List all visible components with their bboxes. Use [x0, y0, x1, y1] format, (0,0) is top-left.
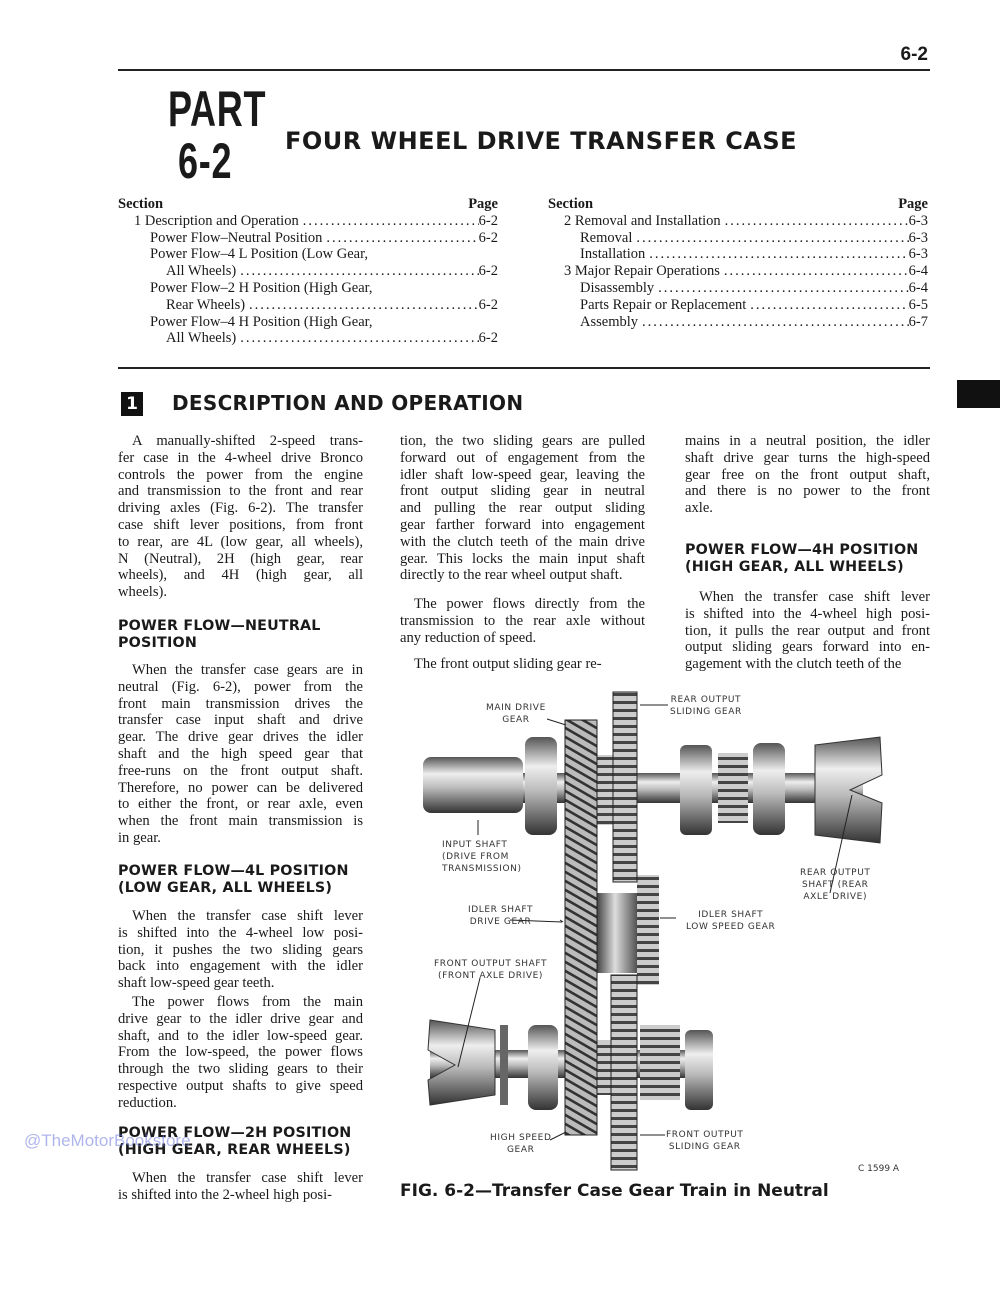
label-idler-shaft-drive-gear: IDLER SHAFT DRIVE GEAR — [468, 905, 534, 927]
toc-leader-dots — [240, 263, 478, 280]
toc-leader-dots — [725, 213, 909, 230]
toc-entry-label: 3 Major Repair Operations — [564, 263, 720, 280]
paragraph — [118, 662, 363, 847]
text-line: gear. This locks the main input shaft — [400, 550, 645, 567]
text-line: reduction. — [118, 1094, 177, 1111]
toc-entry — [118, 230, 498, 247]
idler-shaft — [597, 893, 642, 973]
text-line: wheels). — [118, 584, 168, 601]
text-line: gagement with the clutch teeth of the — [685, 656, 902, 673]
text-line: respective output shafts to give speed — [118, 1077, 363, 1094]
toc-entry-label: Assembly — [580, 313, 638, 330]
text-line: tion, it pushes the two sliding gears — [118, 941, 363, 958]
page-title: FOUR WHEEL DRIVE TRANSFER CASE — [285, 127, 798, 155]
toc-entry-page: 6-7 — [908, 313, 928, 330]
text-line: case shift lever positions, from front — [118, 516, 363, 533]
toc-entry-page: 6-5 — [908, 296, 928, 313]
label-idler-shaft-low-speed-gear: IDLER SHAFT LOW SPEED GEAR — [686, 910, 776, 932]
text-line: When the transfer case gears are in — [132, 662, 363, 678]
part-word: PART — [168, 81, 267, 137]
paragraph — [685, 589, 930, 673]
toc-entry — [118, 297, 498, 314]
toc-entry-label: Disassembly — [580, 279, 655, 296]
toc-leader-dots — [724, 263, 909, 280]
heading-line: (HIGH GEAR, REAR WHEELS) — [118, 1142, 351, 1158]
toc-leader-dots — [649, 246, 908, 263]
text-line: The power flows from the main — [132, 994, 363, 1010]
figure-caption: FIG. 6-2—Transfer Case Gear Train in Neutral — [400, 1181, 829, 1201]
toc-right — [548, 196, 928, 330]
toc-entry-page: 6-2 — [478, 330, 498, 347]
toc-entry-page: 6-2 — [478, 296, 498, 313]
toc-entry-page: 6-2 — [478, 263, 498, 280]
text-line: From the low-speed, the power flows — [118, 1044, 363, 1061]
toc-entry-page: 6-3 — [908, 229, 928, 246]
text-line: forward out of engagement from the — [400, 449, 645, 466]
heading-line: POWER FLOW—2H POSITION — [118, 1125, 352, 1141]
helical-gears — [565, 720, 597, 1135]
label-rear-output-shaft: REAR OUTPUT SHAFT (REAR AXLE DRIVE) — [800, 868, 871, 902]
text-line: idler shaft low-speed gear, leaving the — [400, 466, 645, 483]
text-line: when the front main transmission is — [118, 813, 363, 830]
gear-train-illustration — [400, 685, 940, 1180]
text-line: shaft low-speed gear teeth. — [118, 975, 275, 992]
toc-entry — [118, 280, 498, 297]
toc-entry-page: 6-3 — [908, 246, 928, 263]
toc-entry — [118, 246, 498, 263]
text-line: neutral (Fig. 6-2), power from the — [118, 678, 363, 695]
label-front-output-shaft: FRONT OUTPUT SHAFT (FRONT AXLE DRIVE) — [434, 959, 548, 981]
toc-page-header: Page — [898, 196, 928, 212]
idler-low-speed-gear — [637, 875, 659, 985]
text-line: A manually-shifted 2-speed trans- — [132, 433, 363, 449]
heading-line: POSITION — [118, 635, 198, 651]
text-line: shaft, and to the idler low-speed gear. — [118, 1027, 363, 1044]
toc-left — [118, 196, 498, 347]
text-line: back into engagement with the idler — [118, 958, 363, 975]
toc-entry — [548, 213, 928, 230]
toc-leader-dots — [303, 213, 479, 230]
toc-entry-page: 6-2 — [478, 212, 498, 229]
paragraph — [400, 433, 645, 584]
heading-line: (LOW GEAR, ALL WHEELS) — [118, 880, 333, 896]
top-rule — [118, 69, 930, 71]
toc-entry-label: Installation — [580, 246, 646, 263]
paragraph — [400, 596, 645, 646]
page-number: 6-2 — [900, 44, 928, 65]
toc-entry — [118, 314, 498, 331]
text-line: and there is no power to the front — [685, 483, 930, 500]
text-line: to rear, are 4L (low gear, all wheels), — [118, 533, 363, 550]
subheading-4h — [685, 542, 945, 576]
text-line: The power flows directly from the — [414, 596, 645, 612]
text-line: The front output sliding gear re- — [414, 656, 602, 672]
heading-line: POWER FLOW—4H POSITION — [685, 542, 919, 558]
text-line: When the transfer case shift lever — [699, 589, 930, 605]
section-heading: DESCRIPTION AND OPERATION — [172, 391, 524, 415]
toc-entry — [118, 263, 498, 280]
paragraph — [118, 433, 363, 601]
toc-leader-dots — [750, 297, 908, 314]
toc-section-header: Section — [548, 196, 594, 212]
heading-line: POWER FLOW—NEUTRAL — [118, 618, 321, 634]
toc-entry — [548, 246, 928, 263]
paragraph — [685, 433, 930, 517]
toc-leader-dots — [642, 314, 909, 331]
part-number: 6-2 — [178, 133, 233, 189]
toc-leader-dots — [636, 230, 908, 247]
paragraph — [118, 994, 363, 1112]
text-line: drive gear to the idler drive gear and — [118, 1010, 363, 1027]
toc-entry-page: 6-3 — [908, 212, 928, 229]
threaded-section — [718, 753, 748, 823]
subheading-neutral — [118, 618, 378, 652]
text-line: When the transfer case shift lever — [132, 908, 363, 924]
toc-page-header: Page — [468, 196, 498, 212]
toc-entry-page: 6-4 — [908, 263, 928, 280]
toc-entry-label: 1 Description and Operation — [134, 212, 299, 229]
label-input-shaft: INPUT SHAFT (DRIVE FROM TRANSMISSION) — [442, 840, 522, 874]
front-output-sliding-gear — [611, 975, 637, 1170]
bearing — [528, 1025, 558, 1110]
paragraph — [400, 656, 645, 673]
text-line: transmission to the rear axle without — [400, 612, 645, 629]
bearing — [685, 1030, 713, 1110]
toc-entry-label: Removal — [580, 229, 633, 246]
toc-leader-dots — [326, 230, 478, 247]
toc-entry-label: Parts Repair or Replacement — [580, 296, 747, 313]
text-line: through the two sliding gears to their — [118, 1061, 363, 1078]
toc-leader-dots — [249, 297, 479, 314]
rear-output-sliding-gear — [613, 692, 637, 882]
text-line: with the clutch teeth of the main drive — [400, 533, 645, 550]
text-line: free-runs on the front output shaft. — [118, 762, 363, 779]
toc-entry — [548, 297, 928, 314]
toc-entry-label: Power Flow–4 L Position (Low Gear, — [150, 246, 368, 263]
text-line: gear farther forward into engagement — [400, 516, 645, 533]
text-line: is shifted into the 4-wheel low posi- — [118, 924, 363, 941]
section-number-box: 1 — [121, 392, 143, 416]
text-line: gear free on the front output shaft, — [685, 466, 930, 483]
text-line: in gear. — [118, 829, 161, 846]
text-line: N (Neutral), 2H (high gear, rear — [118, 550, 363, 567]
text-line: tion, the two sliding gears are pulled — [400, 433, 645, 449]
text-line: tion, it pulls the rear output and front — [685, 622, 930, 639]
heading-line: (HIGH GEAR, ALL WHEELS) — [685, 559, 904, 575]
text-line: wheels), and 4H (high gear, all — [118, 567, 363, 584]
toc-entry — [548, 263, 928, 280]
text-line: shaft drive gear turns the high-speed — [685, 449, 930, 466]
text-line: to either the front, or rear axle, even — [118, 796, 363, 813]
toc-entry — [118, 330, 498, 347]
toc-entry-label: All Wheels) — [166, 330, 237, 347]
label-front-output-sliding-gear: FRONT OUTPUT SLIDING GEAR — [666, 1130, 744, 1152]
toc-entry-label: Rear Wheels) — [166, 296, 246, 313]
toc-entry-page: 6-4 — [908, 279, 928, 296]
section-thumb-tab — [957, 380, 1000, 408]
toc-entry-label: 2 Removal and Installation — [564, 212, 721, 229]
paragraph — [118, 1170, 363, 1204]
toc-rule — [118, 367, 930, 369]
text-line: driving axles (Fig. 6-2). The transfer — [118, 500, 363, 517]
text-line: is shifted into the 4-wheel high posi- — [685, 605, 930, 622]
text-line: gear. The drive gear drives the idler — [118, 729, 363, 746]
text-line: shaft and the high speed gear that — [118, 745, 363, 762]
toc-entry — [118, 213, 498, 230]
figure-code: C 1599 A — [858, 1164, 900, 1174]
text-line: controls the power from the engine — [118, 466, 363, 483]
text-line: fer case in the 4-wheel drive Bronco — [118, 449, 363, 466]
text-line: directly to the rear wheel output shaft. — [400, 567, 623, 584]
toc-entry-page: 6-2 — [478, 229, 498, 246]
toc-entry — [548, 314, 928, 331]
paragraph — [118, 908, 363, 992]
text-line: Therefore, no power can be delivered — [118, 779, 363, 796]
watermark: @TheMotorBookstore — [24, 1131, 191, 1150]
bearing — [525, 737, 557, 835]
rear-yoke — [815, 737, 882, 843]
toc-entry-label: Power Flow–4 H Position (High Gear, — [150, 313, 373, 330]
toc-leader-dots — [658, 280, 909, 297]
toc-entry-label: All Wheels) — [166, 263, 237, 280]
heading-line: POWER FLOW—4L POSITION — [118, 863, 349, 879]
text-line: is shifted into the 2-wheel high posi- — [118, 1186, 333, 1203]
label-high-speed-gear: HIGH SPEED GEAR — [490, 1133, 552, 1155]
toc-entry-label: Power Flow–2 H Position (High Gear, — [150, 279, 373, 296]
text-line: axle. — [685, 500, 713, 517]
text-line: output sliding gears forward into en- — [685, 639, 930, 656]
text-line: front main transmission drives the — [118, 695, 363, 712]
input-shaft — [423, 757, 523, 813]
text-line: When the transfer case shift lever — [132, 1170, 363, 1186]
toc-entry — [548, 230, 928, 247]
text-line: and transmission to the front and rear — [118, 483, 363, 500]
text-line: any reduction of speed. — [400, 629, 537, 646]
subheading-4l — [118, 863, 378, 897]
text-line: mains in a neutral position, the idler — [685, 433, 930, 449]
toc-entry — [548, 280, 928, 297]
text-line: front output sliding gear in neutral — [400, 483, 645, 500]
toc-entry-label: Power Flow–Neutral Position — [150, 229, 323, 246]
label-rear-output-sliding-gear: REAR OUTPUT SLIDING GEAR — [670, 695, 742, 717]
text-line: and pulling the rear output sliding — [400, 500, 645, 517]
bearing — [753, 743, 785, 835]
label-main-drive-gear: MAIN DRIVE GEAR — [486, 703, 546, 725]
toc-leader-dots — [240, 330, 478, 347]
text-line: transfer case input shaft and drive — [118, 712, 363, 729]
toc-section-header: Section — [118, 196, 164, 212]
